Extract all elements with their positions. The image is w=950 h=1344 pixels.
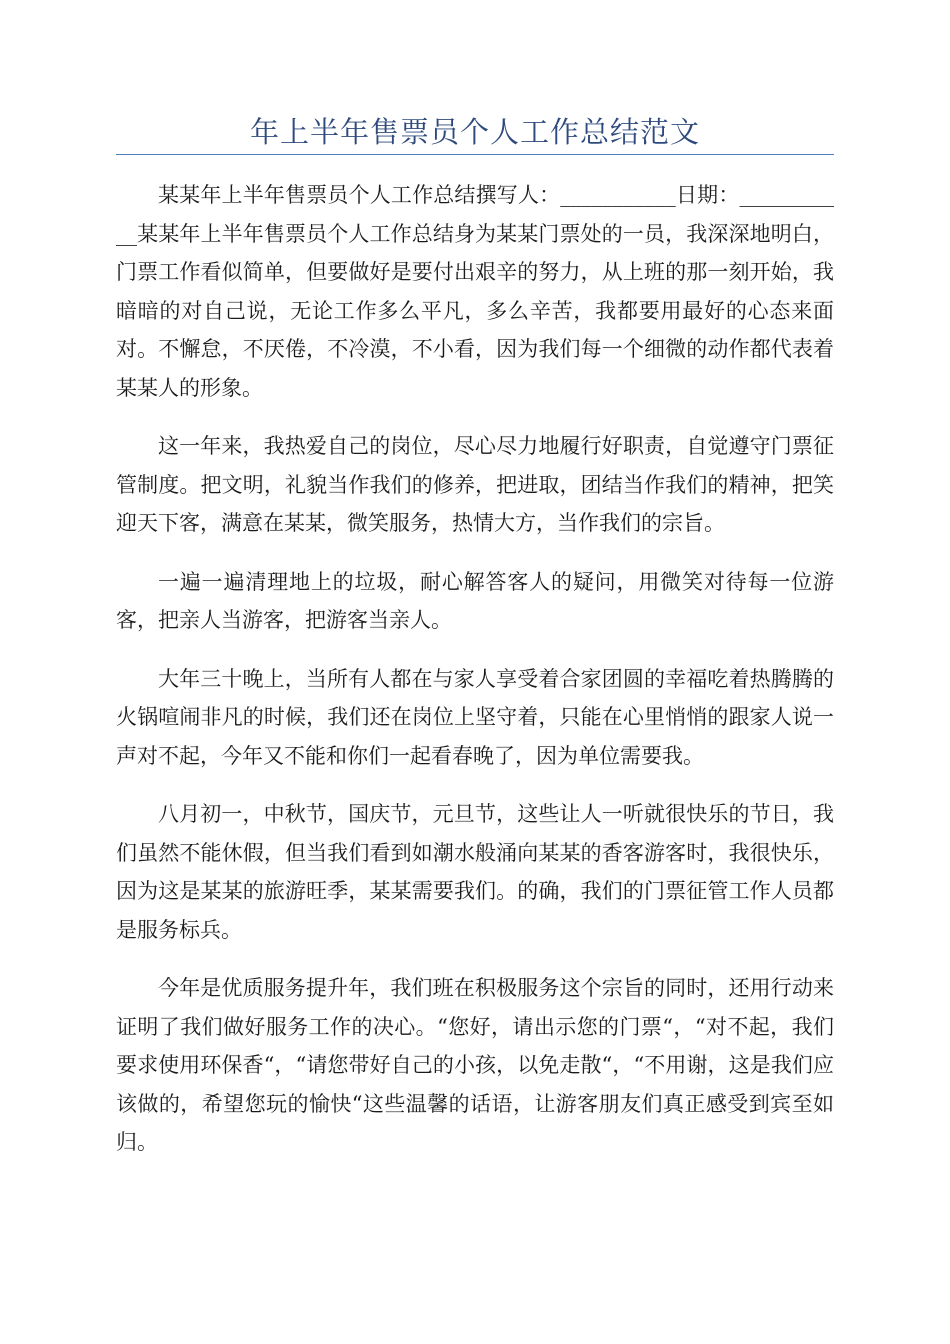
paragraph-3: 一遍一遍清理地上的垃圾，耐心解答客人的疑问，用微笑对待每一位游客，把亲人当游客，把游客当亲人。 xyxy=(116,569,834,632)
document-body xyxy=(116,176,834,1182)
paragraph-6: 今年是优质服务提升年，我们班在积极服务这个宗旨的同时，还用行动来证明了我们做好服务工作的决心。“您好，请出示您的门票“，“对不起，我们要求使用环保香“，“请您带好自己的小孩，以免走散“，“不用谢，这是我们应该做的，希望您玩的愉快“这些温馨的话语，让游客朋友们真正感受到宾至如归。 xyxy=(116,976,834,1154)
paragraph-5: 八月初一，中秋节，国庆节，元旦节，这些让人一听就很快乐的节日，我们虽然不能休假，但当我们看到如潮水般涌向某某的香客游客时，我很快乐，因为这是某某的旅游旺季，某某需要我们。的确，我们的门票征管工作人员都是服务标兵。 xyxy=(116,802,834,942)
title-underline xyxy=(116,154,834,155)
paragraph-2: 这一年来，我热爱自己的岗位，尽心尽力地履行好职责，自觉遵守门票征管制度。把文明，礼貌当作我们的修养，把进取，团结当作我们的精神，把笑迎天下客，满意在某某，微笑服务，热情大方，当作我们的宗旨。 xyxy=(116,434,834,535)
document-title: 年上半年售票员个人工作总结范文 xyxy=(249,115,700,149)
paragraph-4: 大年三十晚上，当所有人都在与家人享受着合家团圆的幸福吃着热腾腾的火锅喧闹非凡的时候，我们还在岗位上坚守着，只能在心里悄悄的跟家人说一声对不起，今年又不能和你们一起看春晚了，因为单位需要我。 xyxy=(116,666,834,768)
paragraph-1: 某某年上半年售票员个人工作总结撰写人：___________日期：___________某某年上半年售票员个人工作总结身为某某门票处的一员，我深深地明白，门票工作看似简单，但要做好是要付出艰辛的努力，从上班的那一刻开始，我暗暗的对自己说，无论工作多么平凡，多么辛苦，我都要用最好的心态来面对。不懈怠，不厌倦，不冷漠，不小看，因为我们每一个细微的动作都代表着某某人的形象。 xyxy=(116,183,834,400)
